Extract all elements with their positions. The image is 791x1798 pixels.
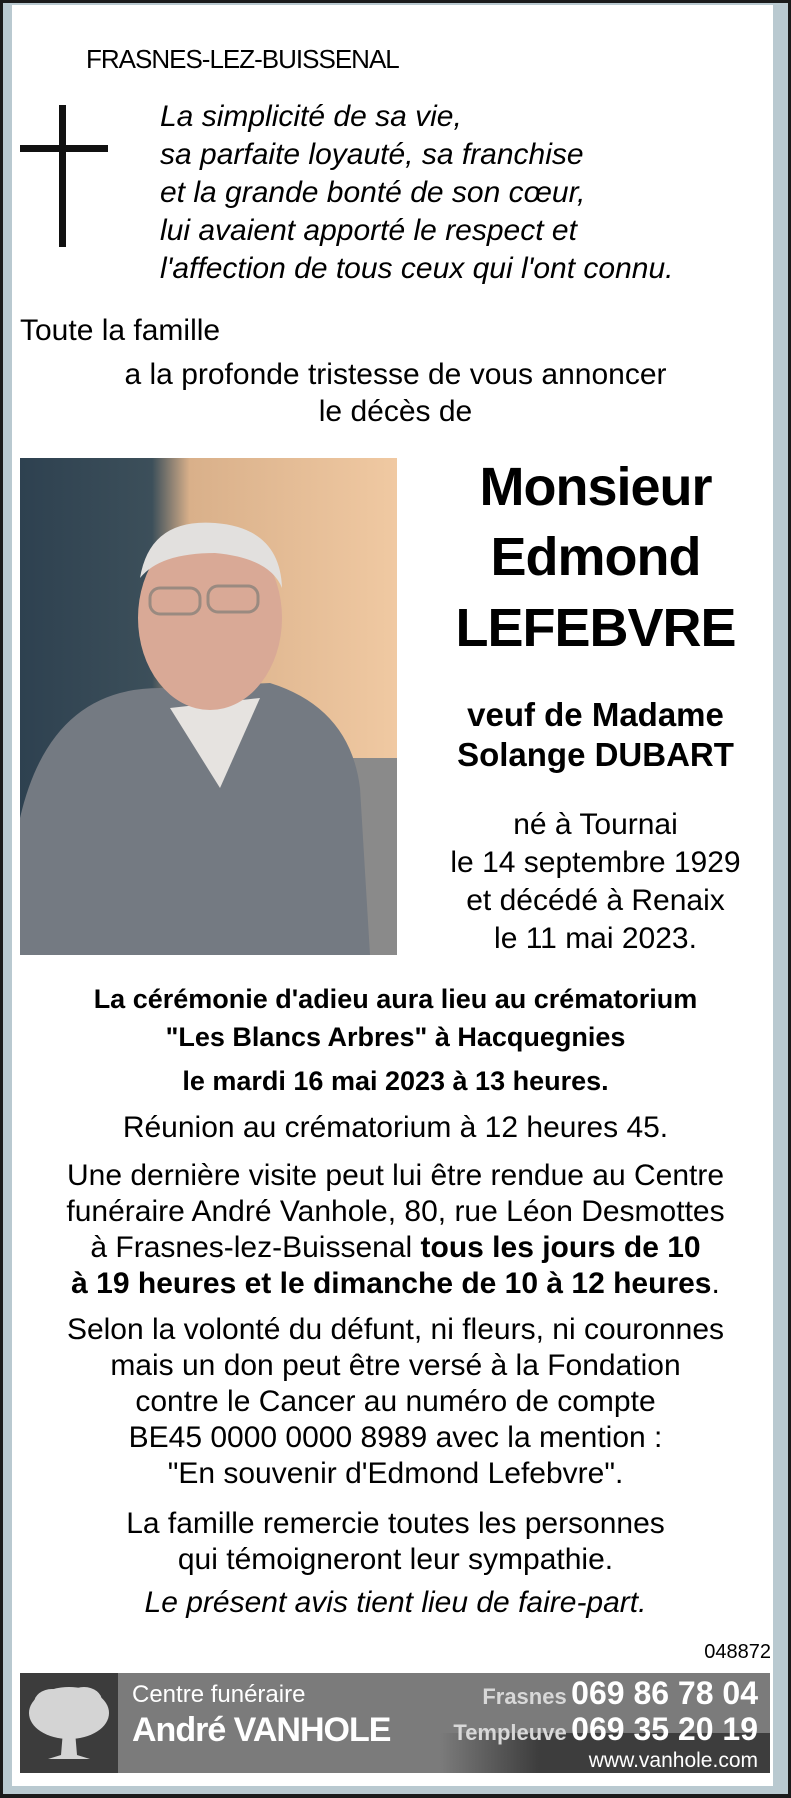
visit-text: à Frasnes-lez-Buissenal	[90, 1231, 421, 1264]
reference-number: 048872	[704, 1641, 771, 1663]
thanks-line: qui témoigneront leur sympathie.	[177, 1543, 614, 1576]
visit-line: Une dernière visite peut lui être rendue au Centre	[66, 1159, 725, 1192]
visit-hours: tous les jours de 10	[420, 1231, 701, 1264]
tree-logo	[20, 1673, 118, 1773]
ceremony-info	[0, 980, 791, 1100]
visit-hours: à 19 heures et le dimanche de 10 à 12 heures	[71, 1267, 712, 1300]
banner-line1: Centre funéraire	[132, 1681, 306, 1708]
deceased-first-name: Edmond	[490, 527, 701, 587]
latin-cross-icon	[20, 105, 110, 247]
poem-line: sa parfaite loyauté, sa franchise	[160, 138, 584, 171]
birth-death-dates	[400, 806, 791, 958]
phone-number: 069 35 20 19	[571, 1711, 758, 1747]
poem	[160, 98, 673, 288]
visit-text: .	[711, 1267, 720, 1300]
date-line: le 14 septembre 1929	[450, 846, 741, 879]
poem-line: l'affection de tous ceux qui l'ont connu.	[160, 252, 674, 285]
poem-line: lui avaient apporté le respect et	[160, 214, 577, 247]
date-line: né à Tournai	[513, 808, 678, 841]
website-link[interactable]: www.vanhole.com	[588, 1749, 758, 1772]
phone-label: Frasnes	[482, 1684, 567, 1709]
phone-number: 069 86 78 04	[571, 1675, 758, 1711]
donation-line: Selon la volonté du défunt, ni fleurs, ni couronnes	[66, 1313, 725, 1346]
family-text: Toute la famille	[20, 314, 221, 347]
donation-line: mais un don peut être versé à la Fondation	[110, 1349, 681, 1382]
portrait-photo	[20, 458, 397, 955]
ceremony-line: "Les Blancs Arbres" à Hacquegnies	[165, 1022, 626, 1052]
poem-line: La simplicité de sa vie,	[160, 100, 462, 133]
donation-line: contre le Cancer au numéro de compte	[135, 1385, 656, 1418]
location-heading: FRASNES-LEZ-BUISSENAL	[86, 44, 399, 74]
deceased-last-name: LEFEBVRE	[455, 598, 736, 658]
deceased-title: Monsieur	[479, 457, 712, 517]
visit-line	[0, 1230, 791, 1266]
donation-info	[0, 1312, 791, 1492]
visit-info	[0, 1158, 791, 1302]
funeral-home-banner	[20, 1673, 770, 1773]
thanks	[0, 1506, 791, 1578]
ceremony-date: le mardi 16 mai 2023 à 13 heures.	[182, 1066, 609, 1096]
visit-line	[0, 1266, 791, 1302]
thanks-line: La famille remercie toutes les personnes	[126, 1507, 665, 1540]
spouse-line: veuf de Madame	[467, 696, 724, 733]
spouse-line: Solange DUBART	[457, 736, 734, 773]
phone-templeuve	[453, 1711, 758, 1748]
donation-line: "En souvenir d'Edmond Lefebvre".	[167, 1457, 624, 1490]
tree-icon	[20, 1673, 118, 1773]
notice: Le présent avis tient lieu de faire-part.	[144, 1586, 647, 1619]
ceremony-line: La cérémonie d'adieu aura lieu au crématorium	[93, 984, 698, 1014]
banner-name: André VANHOLE	[132, 1711, 391, 1749]
date-line: et décédé à Renaix	[466, 884, 725, 917]
donation-line: BE45 0000 0000 8989 avec la mention :	[128, 1421, 663, 1454]
visit-line: funéraire André Vanhole, 80, rue Léon Desmottes	[66, 1195, 725, 1228]
announcement-line: le décès de	[318, 395, 473, 428]
poem-line: et la grande bonté de son cœur,	[160, 176, 586, 209]
phone-frasnes	[482, 1675, 758, 1712]
phone-label: Templeuve	[453, 1720, 567, 1745]
announcement-line: a la profonde tristesse de vous annoncer	[124, 358, 667, 391]
meeting-time: Réunion au crématorium à 12 heures 45.	[122, 1111, 669, 1144]
date-line: le 11 mai 2023.	[494, 922, 697, 955]
